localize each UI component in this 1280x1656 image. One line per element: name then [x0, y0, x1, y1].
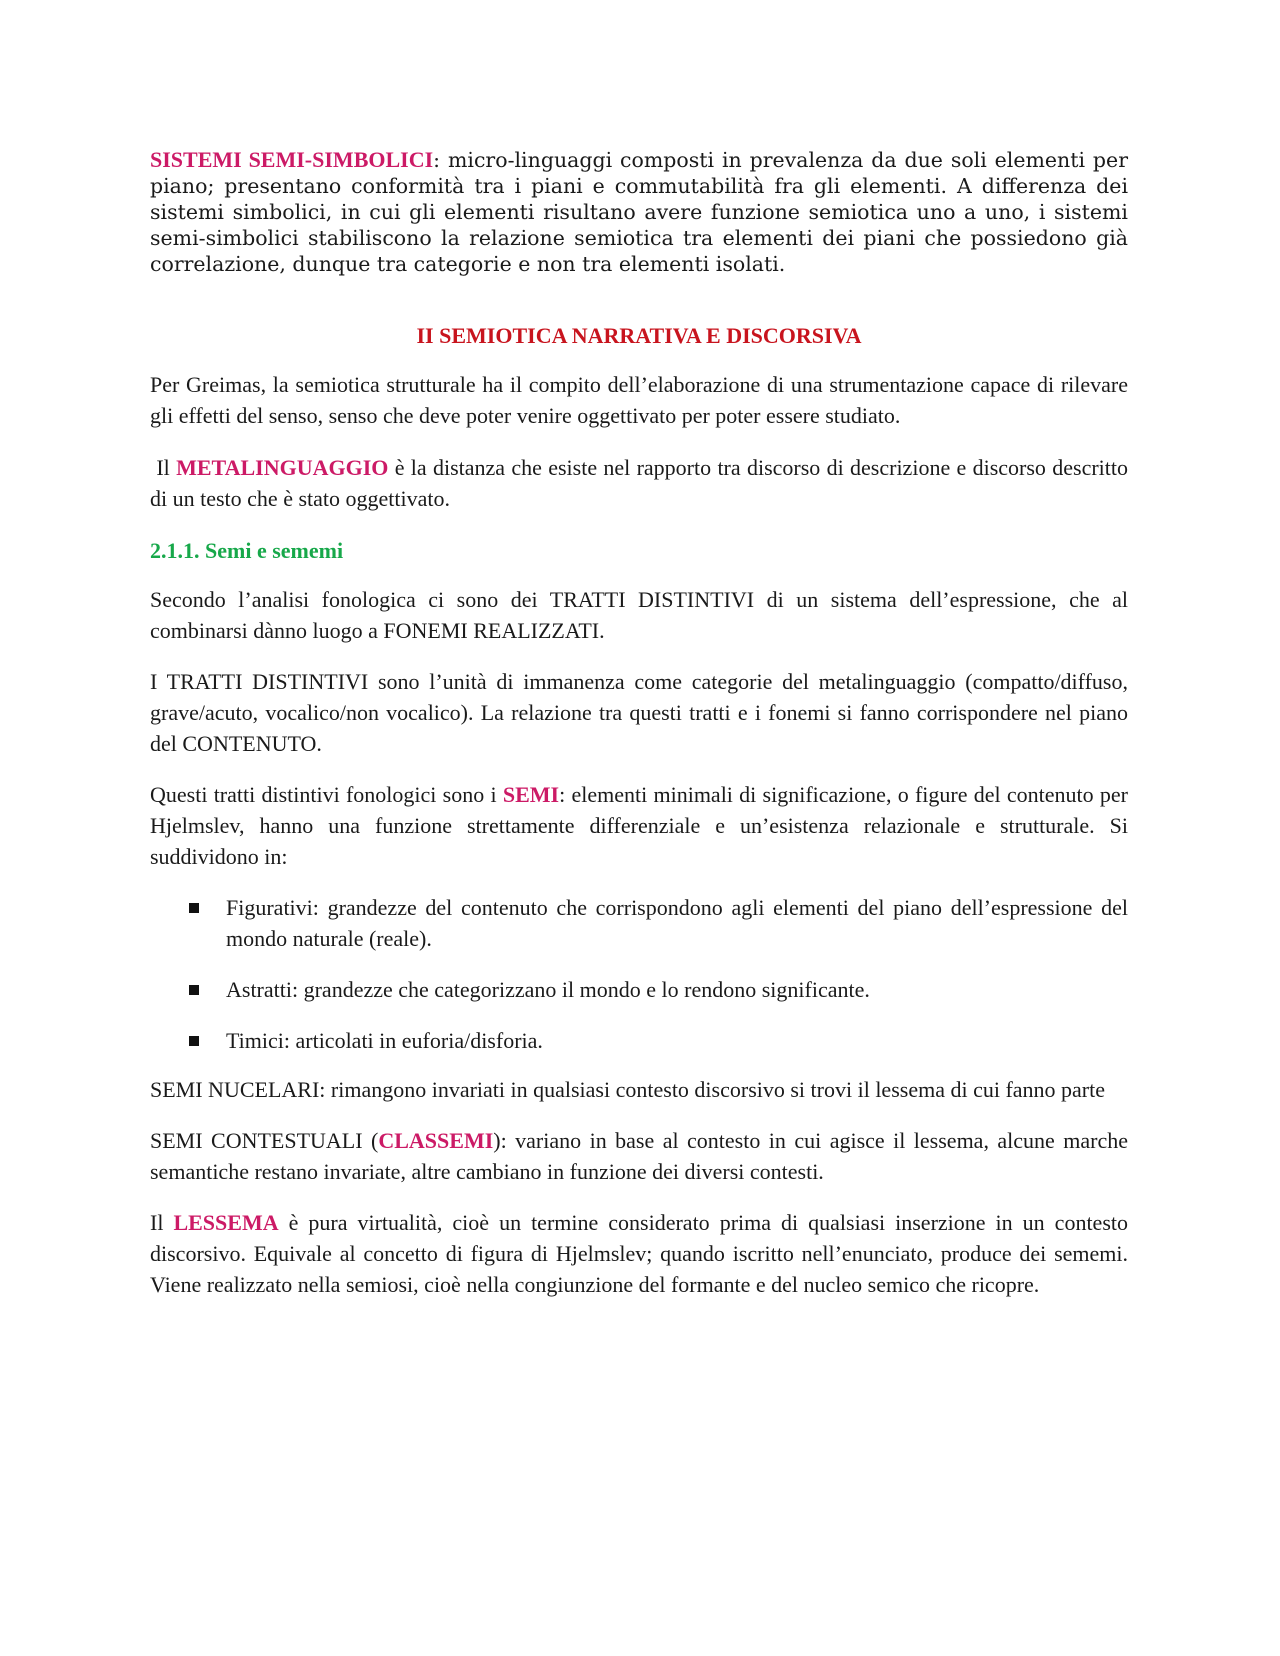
- list-item: [150, 892, 1128, 954]
- paragraph-text-after: ): variano in base al contesto in cui agisce il lessema, alcune marche semantiche restano invariate, altre cambiano in funzione dei diversi contesti.: [150, 1128, 1128, 1184]
- paragraph-greimas: Per Greimas, la semiotica strutturale ha il compito dell’elaborazione di una strumentazione capace di rilevare gli effetti del senso, senso che deve poter venire oggettivato per poter essere studiato.: [150, 372, 1128, 428]
- square-bullet-icon: [189, 985, 199, 995]
- paragraph-text-after: è la distanza che esiste nel rapporto tra discorso di descrizione e discorso descritto di un testo che è stato oggettivato.: [150, 455, 1128, 511]
- square-bullet-icon: [189, 903, 199, 913]
- document-body: [150, 147, 1128, 1300]
- paragraph-text-before: SEMI CONTESTUALI (: [150, 1128, 379, 1153]
- list-item-text: Timici: articolati in euforia/disforia.: [226, 1028, 543, 1053]
- paragraph-semi-contestuali: [150, 1125, 1128, 1187]
- term-classemi: CLASSEMI: [378, 1128, 494, 1153]
- term-lessema: LESSEMA: [173, 1210, 279, 1235]
- paragraph-metalinguaggio: [150, 452, 1128, 514]
- list-item-text: Astratti: grandezze che categorizzano il mondo e lo rendono significante.: [226, 977, 870, 1002]
- paragraph-tratti-distintivi: I TRATTI DISTINTIVI sono l’unità di immanenza come categorie del metalinguaggio (compatto/diffuso, grave/acuto, vocalico/non vocalico). La relazione tra questi tratti e i fonemi si fanno corrispondere nel piano del CONTENUTO.: [150, 669, 1128, 756]
- term-semi: SEMI: [502, 782, 560, 807]
- paragraph-text-before: Questi tratti distintivi fonologici sono i: [150, 782, 503, 807]
- list-item: [150, 974, 1128, 1005]
- paragraph-text-after: : elementi minimali di significazione, o figure del contenuto per Hjelmslev, hanno una funzione strettamente differenziale e un’esistenza relazionale e strutturale. Si suddividono in:: [150, 782, 1128, 869]
- paragraph-text-after: è pura virtualità, cioè un termine considerato prima di qualsiasi inserzione in un contesto discorsivo. Equivale al concetto di figura di Hjelmslev; quando iscritto nell’enunciato, produce dei sememi. Viene realizzato nella semiosi, cioè nella congiunzione del formante e del nucleo semico che ricopre.: [150, 1210, 1128, 1297]
- section-heading: II SEMIOTICA NARRATIVA E DISCORSIVA: [416, 323, 862, 348]
- square-bullet-icon: [189, 1036, 199, 1046]
- paragraph-text-before: Il: [156, 455, 177, 480]
- list-item: [150, 1025, 1128, 1056]
- term-sistemi-semi-simbolici: SISTEMI SEMI-SIMBOLICI: [150, 147, 434, 172]
- paragraph-semi-nucleari: SEMI NUCELARI: rimangono invariati in qualsiasi contesto discorsivo si trovi il lessema di cui fanno parte: [150, 1077, 1106, 1102]
- paragraph-sistemi-semi-simbolici: [150, 147, 1128, 277]
- paragraph-analisi-fonologica: Secondo l’analisi fonologica ci sono dei TRATTI DISTINTIVI di un sistema dell’espressione, che al combinarsi dànno luogo a FONEMI REALIZZATI.: [150, 587, 1128, 643]
- list-item-text: Figurativi: grandezze del contenuto che corrispondono agli elementi del piano dell’espressione del mondo naturale (reale).: [226, 895, 1128, 951]
- paragraph-semi: [150, 779, 1128, 872]
- term-metalinguaggio: METALINGUAGGIO: [176, 455, 389, 480]
- paragraph-text: : micro-linguaggi composti in prevalenza da due soli elementi per piano; presentano conformità tra i piani e commutabilità fra gli elementi. A differenza dei sistemi simbolici, in cui gli elementi risultano avere funzione semiotica uno a uno, i sistemi semi-simbolici stabiliscono la relazione semiotica tra elementi dei piani che possiedono già correlazione, dunque tra categorie e non tra elementi isolati.: [150, 148, 1128, 276]
- semi-types-list: [150, 892, 1128, 1056]
- subsection-heading: 2.1.1. Semi e sememi: [150, 538, 344, 563]
- paragraph-text-before: Il: [150, 1210, 174, 1235]
- paragraph-lessema: [150, 1207, 1128, 1300]
